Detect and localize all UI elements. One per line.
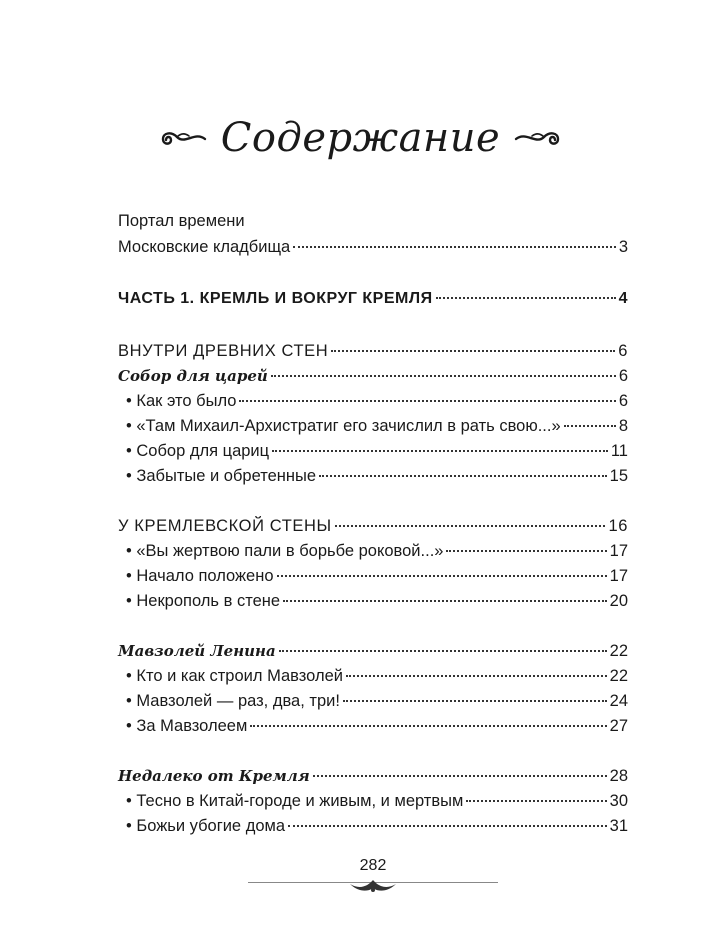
toc-entry: [118, 463, 628, 489]
toc-entry-title: У КРЕМЛЕВСКОЙ СТЕНЫ: [118, 517, 332, 535]
toc-entry-page: 11: [610, 442, 628, 460]
toc-leader-dots: [288, 825, 607, 827]
toc-entry-page: 17: [609, 542, 628, 560]
toc-entry-title: ВНУТРИ ДРЕВНИХ СТЕН: [118, 342, 329, 360]
toc-title-block: [0, 108, 721, 168]
toc-entry-title: Недалеко от Кремля: [118, 767, 310, 785]
toc-entry-title: • Мавзолей — раз, два, три!: [118, 688, 340, 714]
toc-entry-title: • Тесно в Китай-городе и живым, и мертвым: [118, 788, 463, 814]
toc-entry-title: • Начало положено: [118, 563, 274, 589]
toc-entry-page: 17: [609, 567, 628, 585]
toc-entry-title: • Кто и как строил Мавзолей: [118, 663, 343, 689]
toc-entry-title: • Забытые и обретенные: [118, 463, 316, 489]
toc-leader-dots: [343, 700, 607, 702]
toc-leader-dots: [346, 675, 607, 677]
toc-leader-dots: [272, 450, 608, 452]
toc-leader-dots: [279, 650, 607, 652]
toc-entry-title: Московские кладбища: [118, 238, 291, 256]
toc-entry: [118, 763, 628, 789]
toc-leader-dots: [564, 425, 616, 427]
toc-entry: [118, 713, 628, 739]
toc-entry: [118, 663, 628, 689]
toc-entry-title: Мавзолей Ленина: [118, 642, 276, 660]
toc-entry: [118, 813, 628, 839]
toc-entry: [118, 513, 628, 539]
toc-entry: [118, 588, 628, 614]
toc-entry-page: 22: [609, 642, 628, 660]
toc-entry: [118, 688, 628, 714]
right-flourish-icon: [514, 123, 566, 153]
toc-leader-dots: [436, 297, 616, 299]
toc-leader-dots: [319, 475, 607, 477]
toc-entry-page: 20: [609, 592, 628, 610]
toc-entry-page: 30: [609, 792, 628, 810]
toc-leader-dots: [250, 725, 606, 727]
toc-entry-title: • «Там Михаил-Архистратиг его зачислил в рать свою...»: [118, 413, 561, 439]
toc-leader-dots: [335, 525, 606, 527]
toc-leader-dots: [283, 600, 607, 602]
footer-ornament-icon: [338, 878, 408, 896]
toc-entry-page: 24: [609, 692, 628, 710]
toc-leader-dots: [331, 350, 615, 352]
toc-entry-title: • «Вы жертвою пали в борьбе роковой...»: [118, 538, 443, 564]
toc-entry-page: 16: [608, 517, 628, 535]
toc-entry: [118, 208, 628, 234]
toc-leader-dots: [293, 246, 616, 248]
left-flourish-icon: [155, 123, 207, 153]
toc-entry-page: 6: [618, 367, 628, 385]
toc-entry: [118, 438, 628, 464]
toc-entry-title: • Как это было: [118, 388, 236, 414]
toc-entry-page: 8: [618, 417, 628, 435]
toc-entry-title: ЧАСТЬ 1. КРЕМЛЬ И ВОКРУГ КРЕМЛЯ: [118, 290, 433, 307]
toc-entry: [118, 563, 628, 589]
toc-entry-title: Собор для царей: [118, 367, 268, 385]
toc-entry-page: 22: [609, 667, 628, 685]
toc-entry-page: 4: [618, 290, 628, 307]
toc-entry-title: Портал времени: [118, 212, 245, 230]
toc-entry-page: 6: [618, 392, 628, 410]
toc-entry: [118, 413, 628, 439]
toc-leader-dots: [271, 375, 616, 377]
toc-leader-dots: [239, 400, 615, 402]
toc-entry-page: 6: [618, 342, 628, 360]
toc-entry-title: • Собор для цариц: [118, 438, 269, 464]
toc-entry-title: • Божьи убогие дома: [118, 813, 285, 839]
toc-leader-dots: [466, 800, 606, 802]
toc-entry: [118, 638, 628, 664]
toc-entry: [118, 234, 628, 260]
toc-entry: [118, 363, 628, 389]
toc-entry-page: 27: [609, 717, 628, 735]
toc-entry-page: 15: [609, 467, 628, 485]
toc-entry-page: 31: [609, 817, 628, 835]
toc-entry: [118, 338, 628, 364]
toc-leader-dots: [313, 775, 607, 777]
toc-leader-dots: [277, 575, 607, 577]
toc-entry: [118, 388, 628, 414]
toc-entry-title: • За Мавзолеем: [118, 713, 247, 739]
page-title: Содержание: [220, 115, 501, 161]
page-number: 282: [359, 857, 387, 874]
toc-entry-title: • Некрополь в стене: [118, 588, 280, 614]
toc-entry-page: 3: [618, 238, 628, 256]
page-footer: [248, 856, 498, 883]
toc-entry: [118, 788, 628, 814]
toc-entry-page: 28: [609, 767, 628, 785]
toc-leader-dots: [446, 550, 606, 552]
toc-entry: [118, 286, 628, 312]
toc-entry: [118, 538, 628, 564]
